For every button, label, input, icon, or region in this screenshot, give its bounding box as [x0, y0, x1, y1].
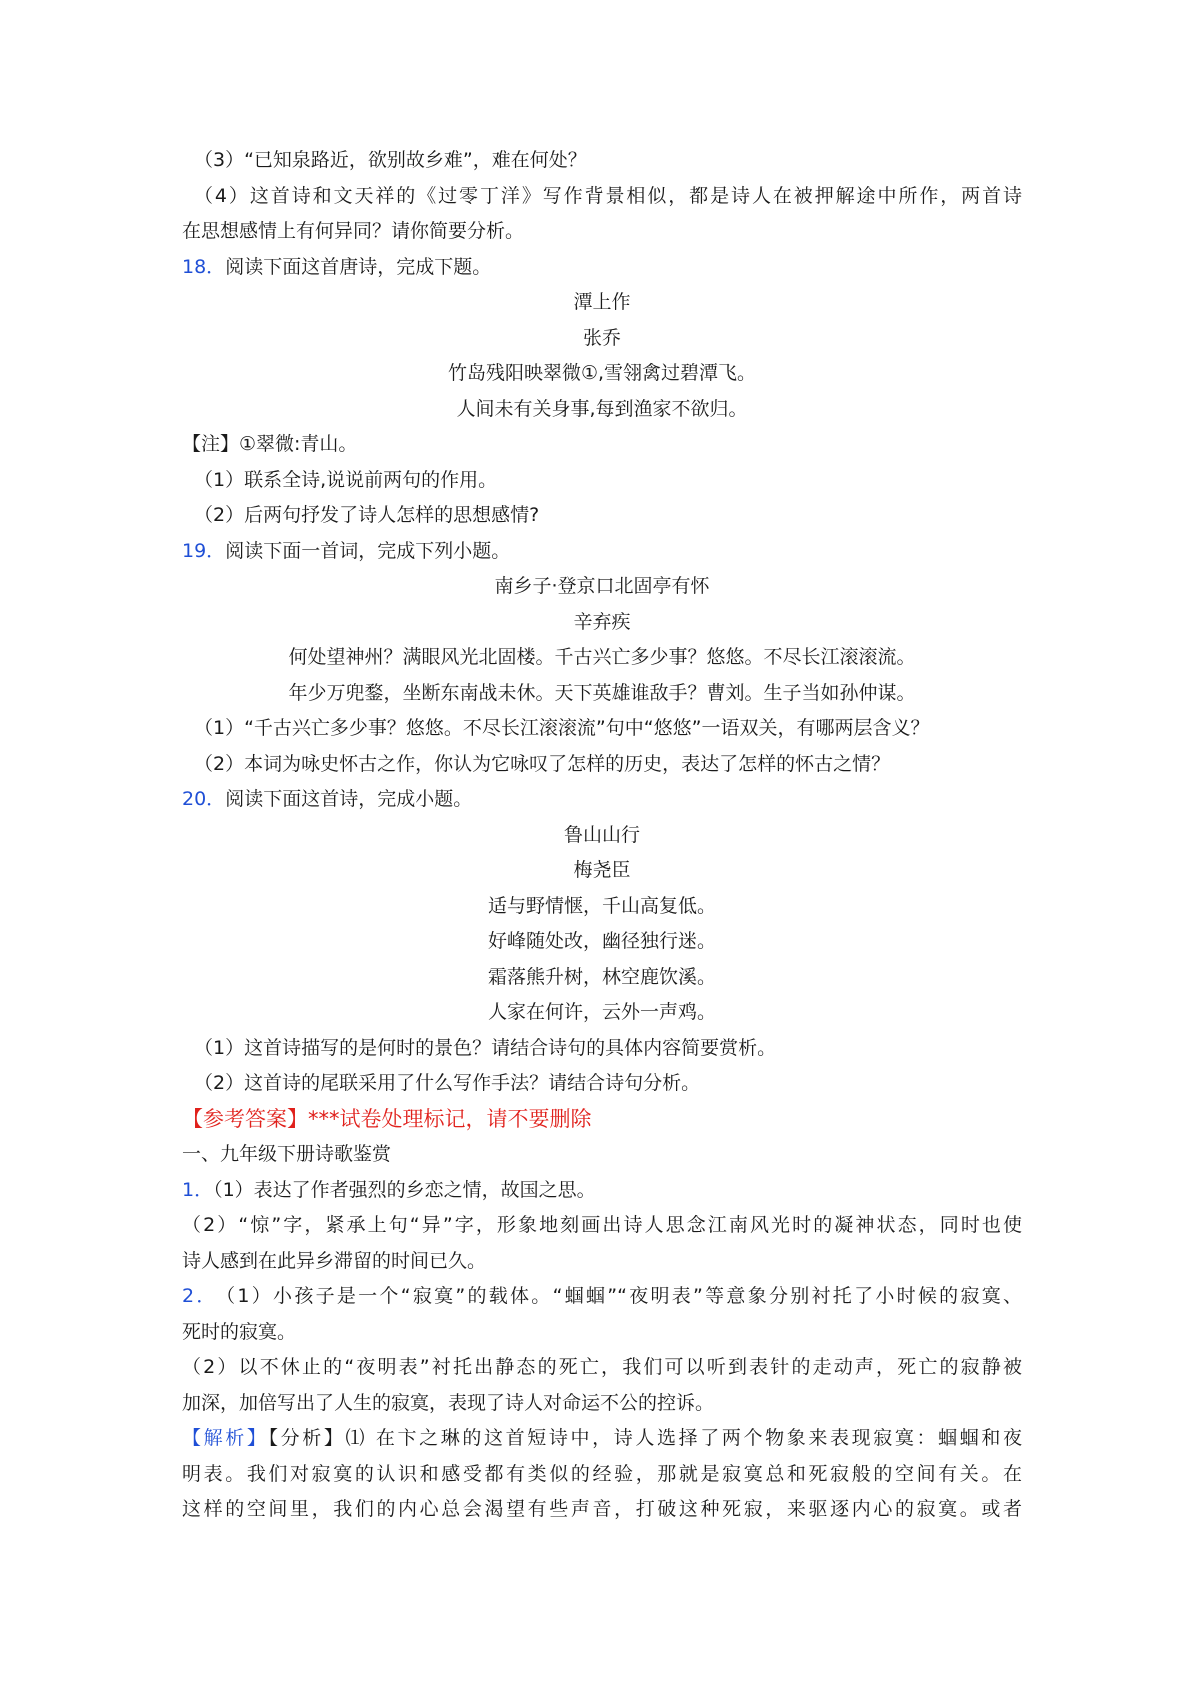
answer-2-1: [182, 1279, 1022, 1315]
answer-2-2-cont: 加深，加倍写出了人生的寂寞，表现了诗人对命运不公的控诉。: [182, 1391, 715, 1414]
answer-1-2-cont: 诗人感到在此异乡滞留的时间已久。: [182, 1249, 487, 1272]
question-20-heading: [182, 782, 1022, 818]
question-number: 19．: [182, 539, 226, 562]
poem-title: 鲁山山行: [563, 823, 640, 846]
answer-1-2: （2）“惊”字，紧承上句“异”字，形象地刻画出诗人思念江南风光时的凝神状态，同时也使: [182, 1214, 1022, 1236]
question-18-1: （1）联系全诗,说说前两句的作用。: [194, 468, 498, 491]
question-20-2: （2）这首诗的尾联采用了什么写作手法？请结合诗句分析。: [194, 1072, 701, 1094]
analysis-text-line: 明表。我们对寂寞的认识和感受都有类似的经验，那就是寂寞总和死寂般的空间有关。在: [182, 1462, 1022, 1485]
analysis-text: 【分析】⑴ 在卞之琳的这首短诗中，诗人选择了两个物象来表现寂寞：蝈蝈和夜: [268, 1427, 1022, 1449]
question-17-4: （4）这首诗和文天祥的《过零丁洋》写作背景相似，都是诗人在被押解途中所作，两首诗: [194, 184, 1022, 207]
poem-note: 【注】①翠微:青山。: [182, 433, 358, 455]
poem-line: 适与野情惬，千山高复低。: [487, 894, 716, 917]
question-19-1: （1）“千古兴亡多少事？悠悠。不尽长江滚滚流”句中“悠悠”一语双关，有哪两层含义？: [194, 717, 930, 739]
poem-line: 霜落熊升树，林空鹿饮溪。: [487, 965, 716, 988]
poem-line: 人间未有关身事,每到渔家不欲归。: [456, 397, 748, 420]
question-number: 20．: [182, 788, 226, 810]
question-prompt: 阅读下面这首诗，完成小题。: [225, 788, 473, 810]
analysis-paragraph: [182, 1421, 1022, 1457]
poem-line: 人家在何许，云外一声鸡。: [487, 1001, 716, 1023]
poem-line: 好峰随处改，幽径独行迷。: [487, 930, 716, 952]
answer-text: （1）小孩子是一个“寂寞”的载体。“蝈蝈”“夜明表”等意象分别衬托了小时候的寂寞、: [225, 1285, 1022, 1307]
question-number: 18．: [182, 255, 226, 278]
poem-title: 潭上作: [573, 291, 631, 313]
question-18-2: （2）后两句抒发了诗人怎样的思想感情?: [194, 504, 540, 526]
question-18-heading: [182, 250, 1022, 286]
poem-author: 张乔: [582, 326, 621, 349]
poem-line: 年少万兜鍪，坐断东南战未休。天下英雄谁敌手？曹刘。生子当如孙仲谋。: [288, 681, 916, 704]
answer-2-1-cont: 死时的寂寞。: [182, 1320, 297, 1343]
document-content: [182, 143, 1022, 1528]
question-17-4-cont: 在思想感情上有何异同？请你简要分析。: [182, 220, 525, 242]
question-prompt: 阅读下面一首词，完成下列小题。: [225, 539, 511, 562]
poem-author: 梅尧臣: [573, 859, 631, 881]
answer-number: 1．: [182, 1178, 214, 1201]
poem-line: 何处望神州？满眼风光北固楼。千古兴亡多少事？悠悠。不尽长江滚滚流。: [288, 646, 916, 668]
answer-text: （1）表达了作者强烈的乡恋之情，故国之思。: [213, 1178, 596, 1201]
question-19-heading: [182, 534, 1022, 570]
answer-number: 2．: [182, 1285, 218, 1307]
question-20-1: （1）这首诗描写的是何时的景色？请结合诗句的具体内容简要赏析。: [194, 1036, 777, 1059]
question-17-3: （3）“已知泉路近，欲别故乡难”，难在何处？: [194, 149, 587, 171]
poem-title: 南乡子·登京口北固亭有怀: [494, 575, 710, 597]
question-19-2: （2）本词为咏史怀古之作，你认为它咏叹了怎样的历史，表达了怎样的怀古之情？: [194, 752, 891, 775]
question-prompt: 阅读下面这首唐诗，完成下题。: [225, 255, 492, 278]
poem-author: 辛弃疾: [573, 610, 631, 633]
poem-line: 竹岛残阳映翠微①,雪翎禽过碧潭飞。: [447, 362, 757, 384]
answer-1-1: [182, 1173, 1022, 1209]
answer-heading: 【参考答案】***试卷处理标记，请不要删除: [182, 1106, 592, 1131]
section-heading: 一、九年级下册诗歌鉴赏: [182, 1143, 392, 1165]
analysis-tag: 【解析】: [182, 1427, 269, 1449]
analysis-text-line: 这样的空间里，我们的内心总会渴望有些声音，打破这种死寂，来驱逐内心的寂寞。或者: [182, 1498, 1022, 1520]
answer-2-2: （2）以不休止的“夜明表”衬托出静态的死亡，我们可以听到表针的走动声，死亡的寂静被: [182, 1356, 1022, 1378]
